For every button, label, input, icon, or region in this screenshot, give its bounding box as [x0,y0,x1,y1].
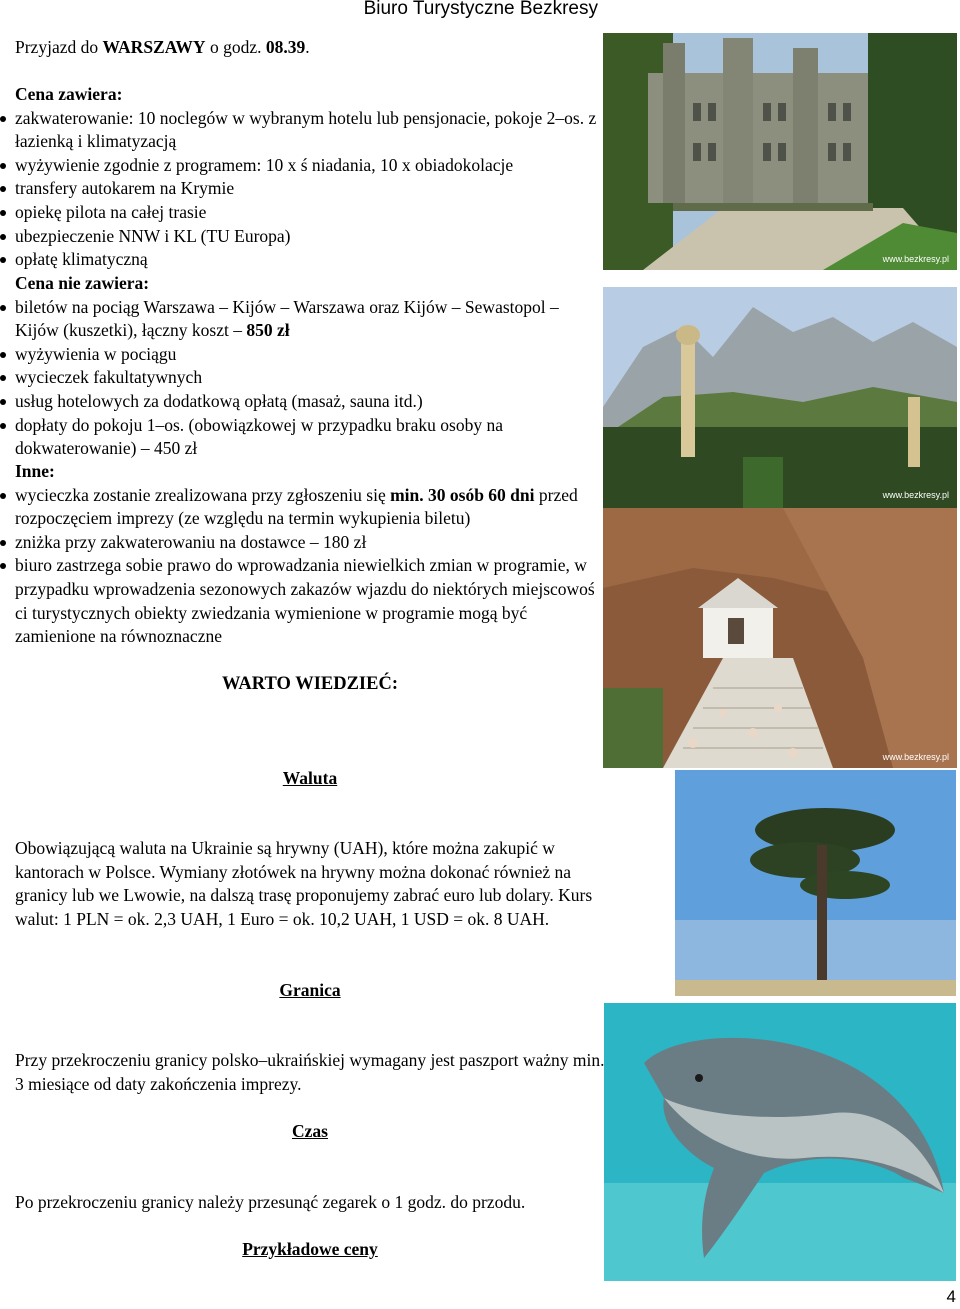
page-number: 4 [946,1287,956,1306]
arrival-city: WARSZAWY [102,37,206,57]
currency-heading: Waluta [282,768,338,788]
includes-section [15,83,605,272]
pine-tree-photo [675,770,956,996]
arrival-mid: o godz. [205,37,266,57]
excludes-heading: Cena nie zawiera: [15,273,150,293]
excludes-item0-price: 850 zł [246,320,290,341]
list-item: usług hotelowych za dodatkową opłatą (masaż, sauna itd.) [0,390,605,414]
list-item [0,296,605,343]
arrival-prefix: Przyjazd do [15,37,103,57]
list-item: zakwaterowanie: 10 noclegów w wybranym hotelu lub pensjonacie, pokoje 2–os. z łazienką i klimatyzacją [0,107,605,154]
excludes-item0-text: biletów na pociąg Warszawa – Kijów – Warszawa oraz Kijów – Sewastopol – Kijów (kuszetki), łączny koszt – [15,296,559,341]
other-item0-bold: min. 30 osób 60 dni [390,484,535,505]
mountain-photo [603,287,957,508]
border-text: Przy przekroczeniu granicy polsko–ukraińskiej wymagany jest paszport ważny min. 3 miesiące od daty zakończenia imprezy. [15,1050,605,1094]
photo-watermark: www.bezkresy.pl [882,490,949,500]
list-item: transfery autokarem na Krymie [0,177,605,201]
list-item: wycieczek fakultatywnych [0,366,605,390]
photo-watermark: www.bezkresy.pl [882,752,949,762]
time-text: Po przekroczeniu granicy należy przesunąć zegarek o 1 godz. do przodu. [15,1192,526,1212]
header-title: Biuro Turystyczne Bezkresy [363,0,598,19]
border-heading: Granica [279,980,341,1000]
other-heading: Inne: [15,461,55,481]
list-item: opiekę pilota na całej trasie [0,201,605,225]
other-item0-rest: przed rozpoczęciem imprezy (ze względu na termin wykupienia biletu) [15,484,578,529]
other-item0-text: wycieczka zostanie zrealizowana przy zgłoszeniu się [15,484,391,505]
palace-photo [603,33,957,270]
warto-heading: WARTO WIEDZIEĆ: [221,674,398,694]
list-item [0,484,605,531]
photo-watermark: www.bezkresy.pl [882,254,949,264]
list-item: ubezpieczenie NNW i KL (TU Europa) [0,225,605,249]
excludes-list [15,296,605,461]
other-section [15,460,605,649]
arrival-line [15,36,605,60]
excludes-section [15,272,605,461]
currency-text: Obowiązującą waluta na Ukrainie są hrywny (UAH), które można zakupić w kantorach w Polsce. Wymiany złotówek na hrywny można dokonać również na granicy lub we Lwowie, na dalszą trasę proponujemy zabrać euro lub dolary. Kurs walut: 1 PLN = ok. 2,3 UAH, 1 Euro = ok. 10,2 UAH, 1 USD = ok. 8 UAH. [15,838,593,929]
time-heading: Czas [292,1121,328,1141]
other-list [15,484,605,649]
list-item: zniżka przy zakwaterowaniu na dostawce – 180 zł [0,531,605,555]
list-item: biuro zastrzega sobie prawo do wprowadzania niewielkich zmian w programie, w przypadku wprowadzenia sezonowych zakazów wjazdu do niektórych miejscowoś ci turystycznych obiekty zwiedzania wymienione w programie mogą być zamienione na równoznaczne [0,554,605,648]
includes-heading: Cena zawiera: [15,84,123,104]
dolphin-photo [604,1003,956,1281]
arrival-time: 08.39 [265,37,306,57]
list-item: opłatę klimatyczną [0,248,605,272]
list-item: wyżywienia w pociągu [0,343,605,367]
monastery-photo [603,508,957,768]
arrival-end: . [305,37,310,57]
prices-heading: Przykładowe ceny [242,1239,378,1259]
includes-list [15,107,605,272]
list-item: dopłaty do pokoju 1–os. (obowiązkowej w przypadku braku osoby na dokwaterowanie) – 450 zł [0,414,605,461]
list-item: wyżywienie zgodnie z programem: 10 x ś niadania, 10 x obiadokolacje [0,154,605,178]
